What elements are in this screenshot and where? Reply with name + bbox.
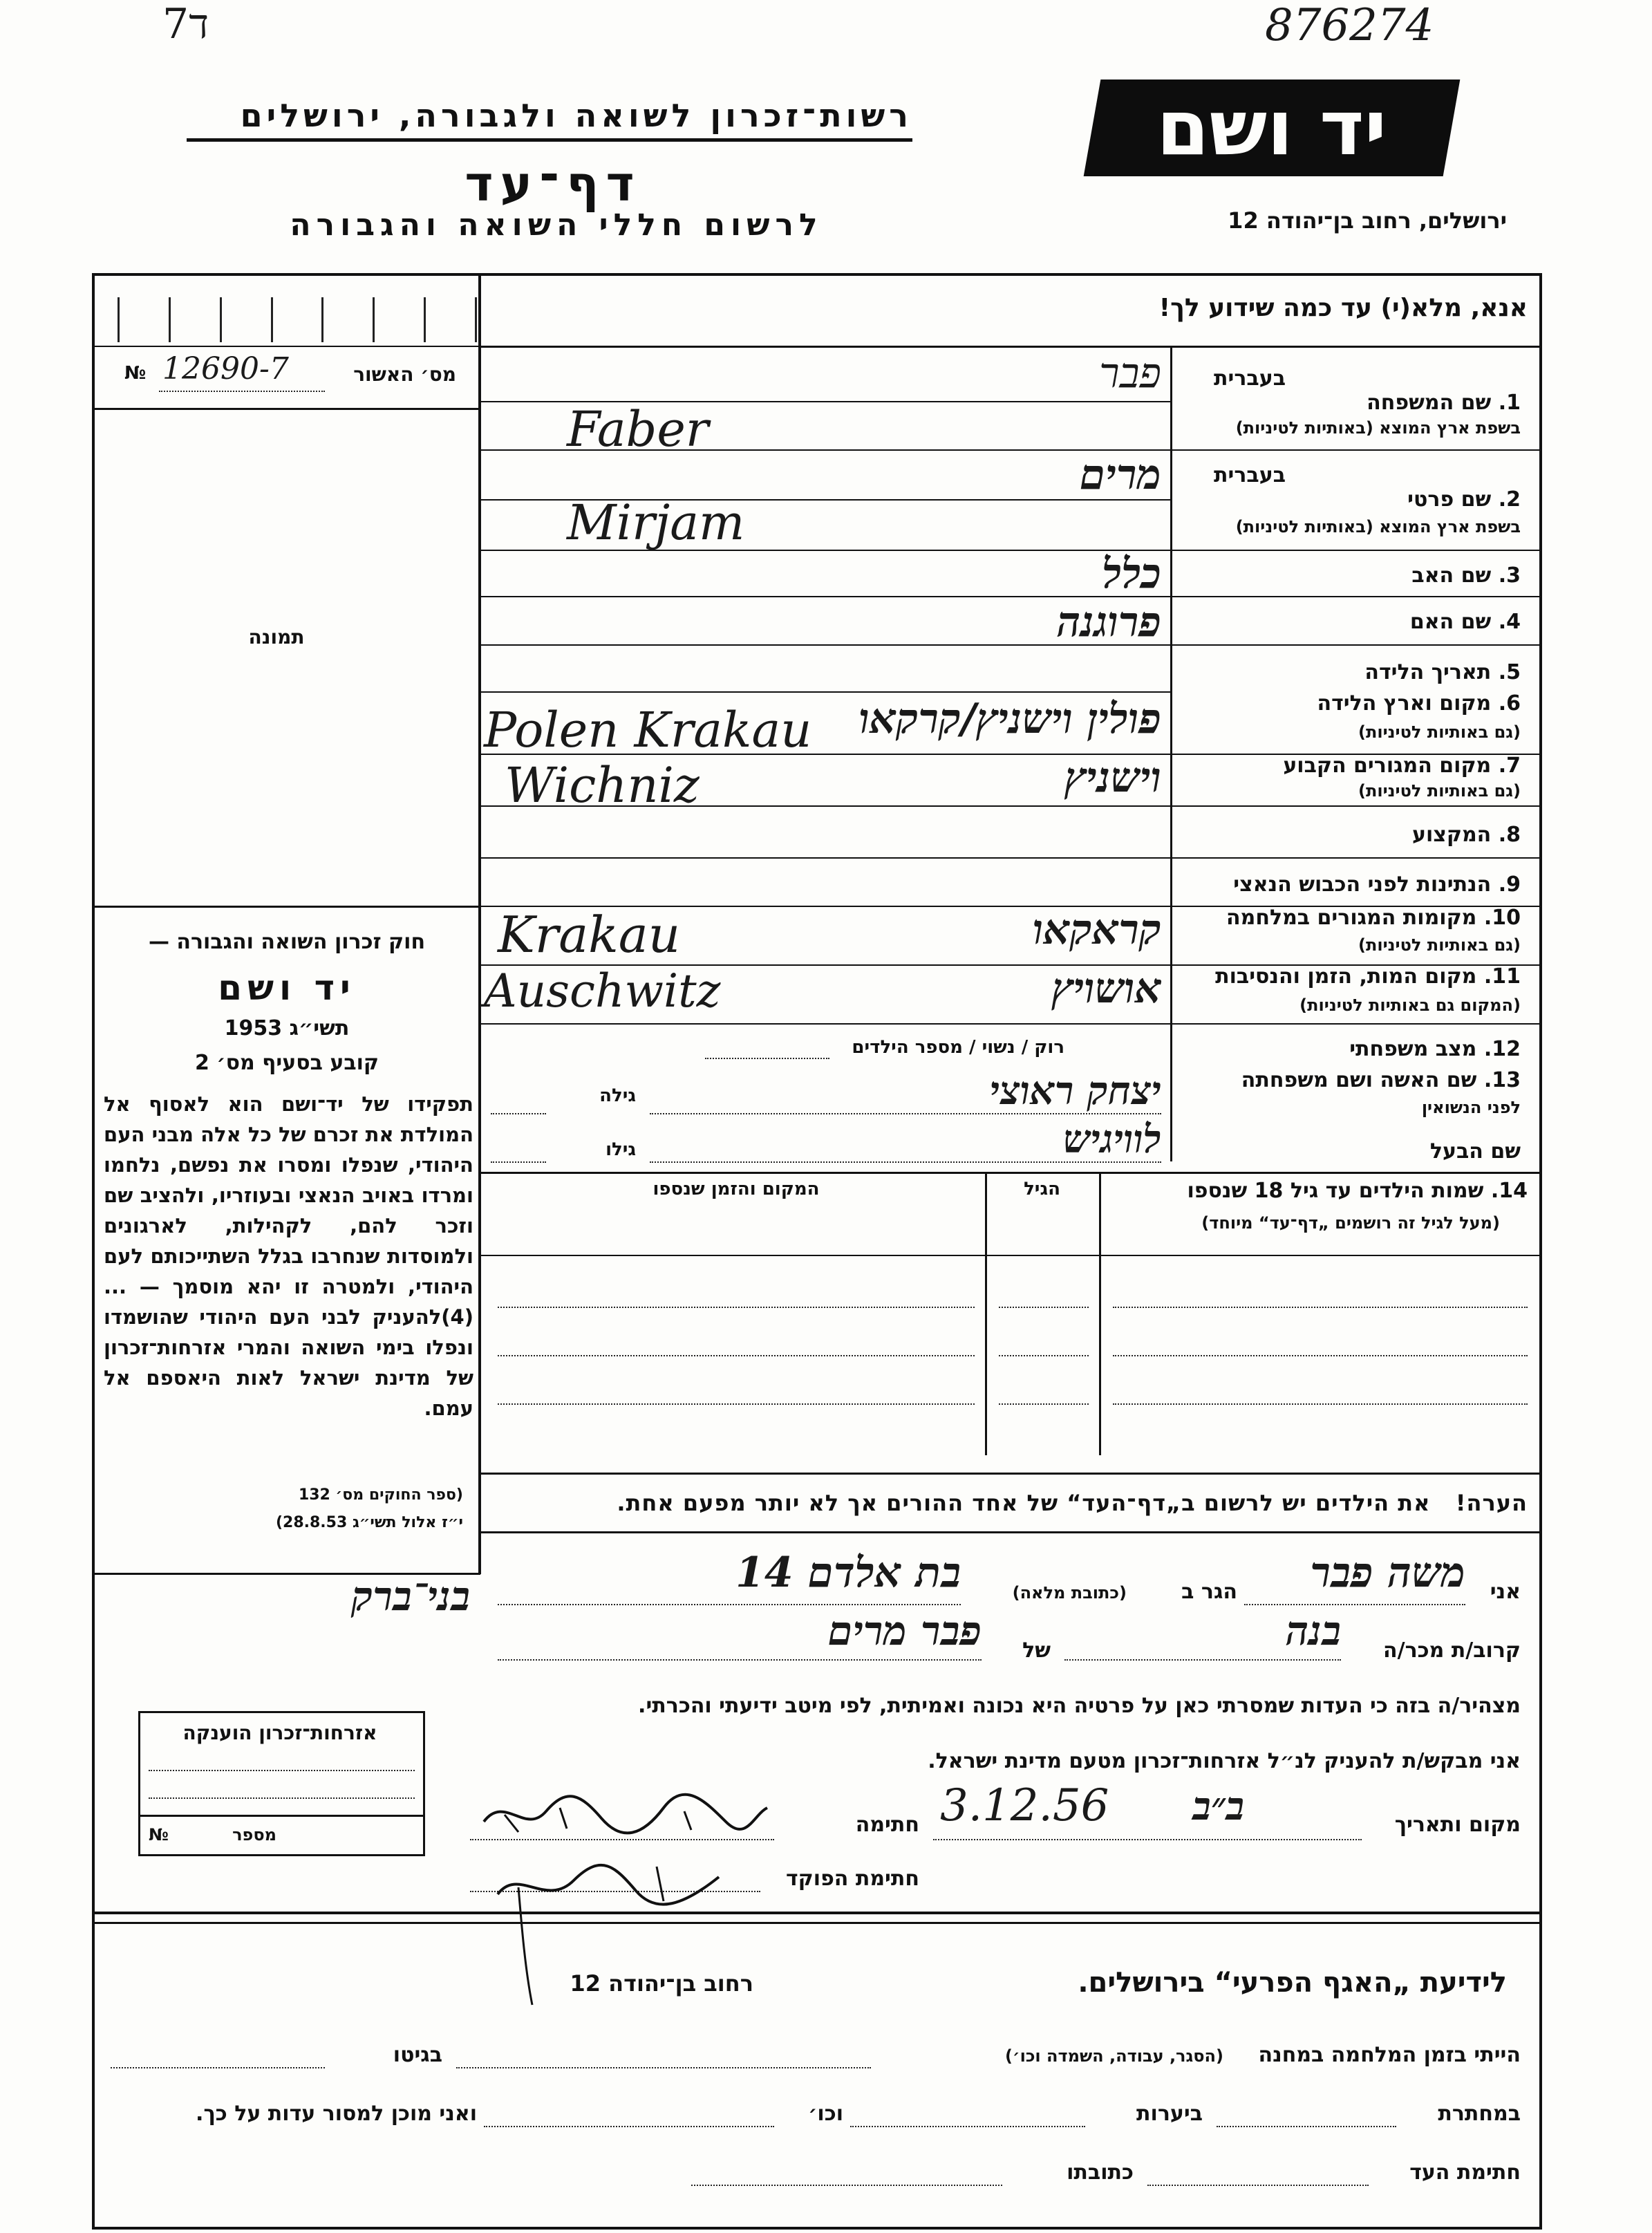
line2-a: במחתרת	[1438, 2102, 1521, 2126]
field-1-label: 1. שם המשפחה	[1367, 391, 1521, 415]
line1-a: הייתי בזמן המלחמה במחנה	[1258, 2043, 1521, 2067]
field-4-hand-he: פרוגנה	[1056, 598, 1161, 646]
field-1-hand-latin: Faber	[567, 401, 709, 458]
field-2-hand-he: מרים	[1079, 451, 1161, 499]
wife-tag: גילה	[599, 1085, 636, 1106]
logo-address: ירושלים, רחוב בן־יהודה 12	[1228, 207, 1507, 234]
field-3-hand-he: כלל	[1102, 550, 1161, 598]
citizenship-no-prefix: №	[149, 1825, 169, 1844]
line1-c: בגיטו	[393, 2043, 442, 2067]
line3-b: כתובתו	[1067, 2160, 1134, 2185]
field-2-sub: בשפת ארץ המוצא (באותיות לטיניות)	[1235, 517, 1521, 536]
line2-b: ביערות	[1136, 2102, 1203, 2126]
declarant-name: משה פבר	[1310, 1549, 1465, 1597]
line2-c: וכו׳	[808, 2102, 843, 2126]
field-7-hand-latin: Wichniz	[505, 757, 700, 814]
form-subtitle: לרשום חללי השואה והגבורה	[290, 207, 823, 243]
citizenship-number-label: מספר	[232, 1825, 276, 1844]
corner-mark: ד7	[162, 0, 209, 48]
field-11-sub: (המקום גם באותיות לטיניות)	[1299, 996, 1521, 1015]
law-body: תפקידו של יד־ושם הוא לאסוף אל המולדת את זכרם של כל אלה מבני העם היהודי, שנפלו ומסרו את נפשם, נלחמו ומרדו באויב הנאצי ובעוזריו, ולהציב שם וזכר להם, לקהילות, לארגונים ולמוסדות שנחרבו בגלל השתייכותם לעם היהודי, ולמטרה זו יהא מוסמך — ...(4)להעניק לבני העם היהודי שהושמדו ונפלו בימי השואה והמרי אזרחות־זכרון של מדינת ישראל לאות היאספם אל עמם.	[104, 1092, 473, 1420]
hand-date: 3.12.56	[940, 1780, 1109, 1831]
field-7-label: 7. מקום המגורים הקבוע	[1283, 754, 1521, 778]
bottom-address: רחוב בן־יהודה 12	[570, 1970, 753, 1997]
field-8-label: 8. המקצוע	[1411, 823, 1521, 847]
full-address-label: (כתובת מלאה)	[1012, 1583, 1127, 1603]
declarant-i: אני	[1490, 1580, 1521, 1604]
field-11-hand-he: אושויץ	[1051, 964, 1161, 1013]
yad-vashem-logo: יד ושם	[1084, 80, 1461, 176]
line1-b: (הסגר, עבודה, השמדה וכו׳)	[1004, 2046, 1223, 2066]
field-2-label: 2. שם פרטי	[1407, 487, 1521, 512]
authority-name: רשות־זכרון לשואה ולגבורה, ירושלים	[187, 97, 912, 142]
field-2-he-tag: בעברית	[1214, 463, 1286, 487]
officer-label: חתימת הפוקד	[786, 1867, 919, 1891]
field-9-label: 9. הנתינות לפני הכבוש הנאצי	[1233, 872, 1521, 897]
field-7-sub: (גם באותיות לטיניות)	[1358, 781, 1521, 801]
field-10-hand-he: קראקאו	[1032, 906, 1161, 954]
husband-hand-he: לוויגיש	[1062, 1116, 1161, 1162]
hand-place: ב״ב	[1192, 1784, 1244, 1829]
resident-label: הגר ב	[1181, 1580, 1237, 1604]
declarant-address: בת אלדם 14	[735, 1549, 961, 1597]
law-citation: (ספר החוקים מס׳ 132	[298, 1486, 463, 1504]
husband-tag: גילו	[606, 1139, 636, 1160]
field-6-label: 6. מקום וארץ הלידה	[1317, 691, 1521, 716]
field-12-options: רוק / נשוי / מספר הילדים	[852, 1037, 1064, 1058]
archive-number: 876274	[1265, 0, 1434, 51]
field-13-sub: לפני הנשואין	[1421, 1098, 1521, 1117]
bottom-title: לידיעת „האגף הפרעי“ בירושלים.	[1078, 1967, 1507, 1999]
citizenship-title: אזרחות־זכרון הוענקה	[182, 1721, 377, 1744]
declare-text: מצהיר/ה בזה כי העדות שמסרתי כאן על פרטיה היא נכונה ואמיתית, לפי מיטב ידיעתי והכרתי.	[638, 1694, 1521, 1718]
photo-label: תמונה	[248, 626, 305, 648]
approval-number: 12690-7	[162, 351, 289, 386]
husband-label: שם הבעל	[1429, 1139, 1521, 1164]
line2-d: ואני מוכן למסור עדות על כך.	[196, 2102, 477, 2126]
law-year: תשי״ג 1953	[224, 1016, 350, 1040]
signature-label: חתימה	[855, 1813, 919, 1837]
field-12-label: 12. מצב משפחתי	[1349, 1037, 1521, 1061]
relative-label: קרוב/ת מכר/ה	[1383, 1638, 1521, 1663]
field-6-hand-he: פולין וישניץ/קרקאו	[858, 695, 1161, 743]
field-4-label: 4. שם האם	[1409, 610, 1521, 634]
field-7-hand-he: וישניץ	[1064, 754, 1161, 802]
field-11-label: 11. מקום המות, הזמן והנסיבות	[1215, 964, 1521, 989]
field-1-hand-he: פבר	[1099, 349, 1161, 398]
col-age: הגיל	[1024, 1179, 1060, 1199]
approval-no-prefix: №	[124, 363, 147, 384]
remark: הערה! את הילדים יש לרשום ב„דף־העד“ של אחד ההורים אך לא יותר מפעם אחת.	[617, 1490, 1528, 1516]
approval-label: מס׳ האשור	[353, 363, 456, 386]
field-6-hand-latin: Polen Krakau	[484, 702, 812, 758]
field-10-hand-latin: Krakau	[498, 906, 681, 964]
declarant-relation: בנה	[1285, 1607, 1341, 1654]
place-date-label: מקום ותאריך	[1394, 1813, 1521, 1837]
declarant-city: בני־ברק	[351, 1573, 470, 1620]
field-11-hand-latin: Auschwitz	[484, 964, 721, 1018]
field-13-hand-he: יצחק ראוצי	[989, 1068, 1161, 1114]
field-1-sub: בשפת ארץ המוצא (באותיות לטיניות)	[1235, 418, 1521, 438]
line3-a: חתימת העד	[1409, 2160, 1521, 2185]
index-boxes	[118, 297, 477, 342]
law-title: חוק זכרון השואה והגבורה —	[148, 930, 426, 954]
declarant-of: פבר מרים	[827, 1607, 982, 1654]
of-label: של	[1022, 1638, 1051, 1663]
field-10-sub: (גם באותיות לטיניות)	[1358, 935, 1521, 955]
field-3-label: 3. שם האב	[1411, 563, 1521, 588]
request-text: אני מבקש/ת להעניק לנ״ל אזרחות־זכרון מטעם מדינת ישראל.	[928, 1749, 1521, 1773]
field-13-label: 13. שם האשה ושם משפחתה	[1241, 1068, 1521, 1092]
children-sub: (מעל לגיל זה רושמים „דף־עד“ מיוחד)	[1201, 1213, 1500, 1233]
law-clause: קובע בסעיף מס׳ 2	[194, 1051, 379, 1075]
children-label: 14. שמות הילדים עד גיל 18 שנספו	[1187, 1179, 1528, 1203]
field-5-label: 5. תאריך הלידה	[1364, 660, 1521, 684]
col-place: המקום והזמן שנספו	[653, 1179, 820, 1199]
law-name: יד ושם	[218, 968, 356, 1008]
field-6-sub: (גם באותיות לטיניות)	[1358, 722, 1521, 742]
field-2-hand-latin: Mirjam	[567, 494, 745, 551]
law-citation-2: י״ז אלול תשי״ג 28.8.53)	[275, 1514, 463, 1531]
top-note: אנא, מלא(י) עד כמה שידוע לך!	[1158, 294, 1528, 322]
field-10-label: 10. מקומות המגורים במלחמה	[1226, 906, 1521, 930]
field-1-he-tag: בעברית	[1214, 366, 1286, 391]
form-title: דף־עד	[464, 156, 641, 212]
declarant-signature	[477, 1787, 774, 1842]
